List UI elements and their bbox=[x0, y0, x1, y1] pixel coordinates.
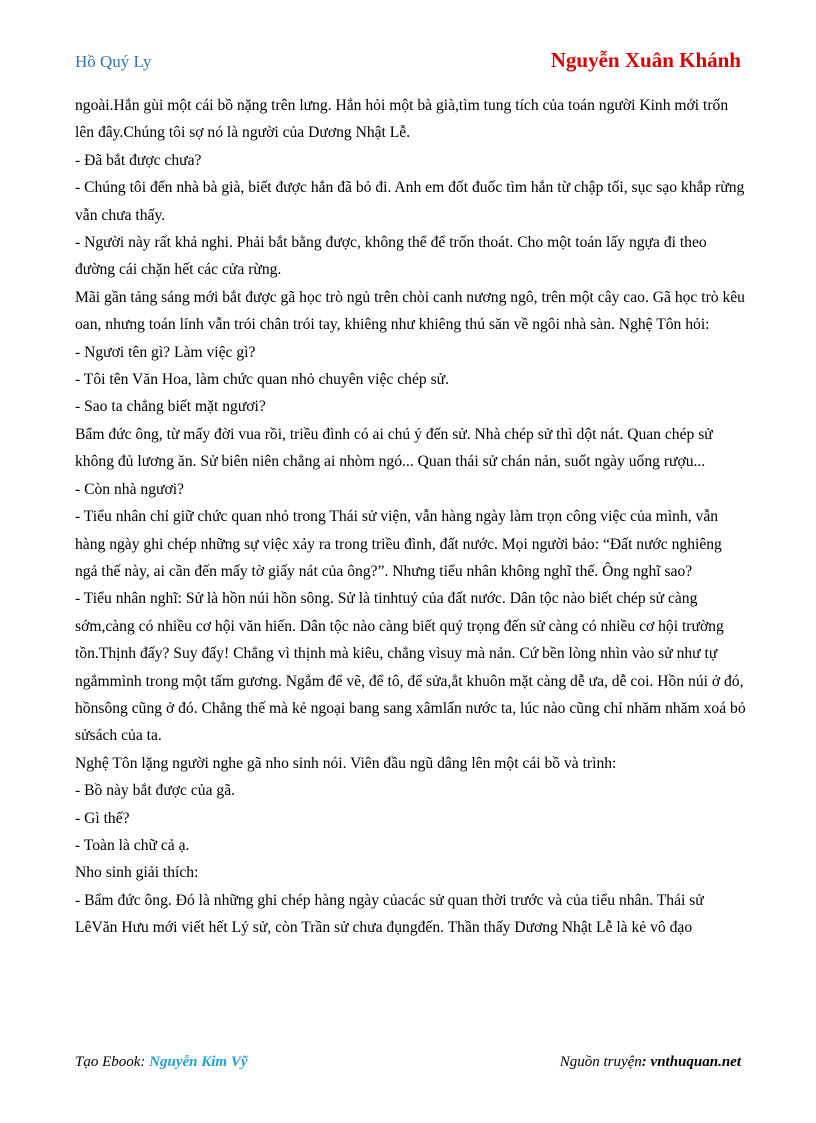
paragraph: - Bẩm đức ông. Đó là những ghi chép hàng ngày củacác sử quan thời trước và của tiểu nhân. Thái sử LêVăn Hưu mới viết hết Lý sử, còn Trần sử chưa đụngđến. Thần thấy Dương Nhật Lễ là kẻ vô đạo bbox=[75, 891, 704, 937]
paragraph: - Tiểu nhân chỉ giữ chức quan nhỏ trong Thái sử viện, vẫn hàng ngày làm trọn công việc của mình, vẫn hàng ngày ghi chép những sự việc xảy ra trong triều đình, đất nước. Mọi người bảo: “Đất nước nghiêng ngả thế này, ai cần đến mấy tờ giấy nát của ông?”. Nhưng tiểu nhân không nghĩ thế. Ông nghĩ sao? bbox=[75, 508, 722, 580]
paragraph: - Tiểu nhân nghĩ: Sử là hồn núi hồn sông. Sử là tinhtuý của đất nước. Dân tộc nào biết chép sử càng sớm,càng có nhiều cơ hội văn hiến. Dân tộc nào càng biết quý trọng đến sử càng có nhiều cơ hội trường tồn.Thịnh đấy? Suy đấy! Chẳng vì thịnh mà kiêu, chẳng vìsuy mà nản. Cứ bền lòng nhìn vào sử như tự ngắmmình trong một tấm gương. Ngắm để vẽ, để tô, để sửa,ắt khuôn mặt càng dễ ưa, dễ coi. Hồn núi ở đó, hồnsông cũng ở đó. Chẳng thế mà kẻ ngoại bang sang xâmlấn nước ta, lúc nào cũng chỉ nhăm nhăm xoá bỏ sửsách của ta. bbox=[75, 590, 746, 745]
paragraph: - Chúng tôi đến nhà bà già, biết được hắn đã bỏ đi. Anh em đốt đuốc tìm hắn từ chập tối, sục sạo khắp rừng vẫn chưa thấy. bbox=[75, 179, 745, 224]
paragraph: - Người này rất khả nghi. Phải bắt bằng được, không thể để trốn thoát. Cho một toán lấy ngựa đi theo đường cái chặn hết các cửa rừng. bbox=[75, 234, 707, 279]
paragraph: - Toàn là chữ cả ạ. bbox=[75, 836, 190, 854]
paragraph: Nho sinh giải thích: bbox=[75, 864, 199, 882]
source-separator: : bbox=[641, 1054, 651, 1070]
ebook-separator: : bbox=[140, 1054, 150, 1070]
book-title: Hồ Quý Ly bbox=[75, 52, 152, 71]
paragraph: Bẩm đức ông, từ mấy đời vua rồi, triều đình có ai chú ý đến sử. Nhà chép sử thì dột nát. Quan chép sử không đủ lương ăn. Sử biên niên chẳng ai nhòm ngó... Quan thái sử chán nản, suốt ngày uống rượu... bbox=[75, 425, 713, 471]
paragraph: Nghệ Tôn lặng người nghe gã nho sinh nói. Viên đầu ngũ dâng lên một cái bồ và trình: bbox=[75, 754, 617, 772]
paragraph: - Đã bắt được chưa? bbox=[75, 151, 202, 169]
paragraph: Mãi gần tảng sáng mới bắt được gã học trò ngủ trên chòi canh nương ngô, trên một cây cao. Gã học trò kêu oan, nhưng toán lính vẫn trói chân trói tay, khiêng như khiêng thú săn về ngôi nhà sàn. Nghệ Tôn hỏi: bbox=[75, 288, 745, 334]
source-credit bbox=[560, 1054, 741, 1071]
page-footer bbox=[75, 1054, 741, 1076]
paragraph: - Tôi tên Văn Hoa, làm chức quan nhỏ chuyên việc chép sử. bbox=[75, 371, 450, 389]
paragraph: - Bồ này bắt được của gã. bbox=[75, 782, 236, 800]
ebook-creator-name: Nguyễn Kim Vỹ bbox=[149, 1054, 248, 1070]
paragraph: - Gì thế? bbox=[75, 809, 130, 827]
author-name: Nguyễn Xuân Khánh bbox=[550, 48, 741, 72]
source-site-name: vnthuquan.net bbox=[650, 1054, 741, 1070]
page-header bbox=[75, 48, 741, 76]
paragraph: - Còn nhà ngươi? bbox=[75, 480, 184, 498]
paragraph: - Ngươi tên gì? Làm việc gì? bbox=[75, 343, 256, 361]
source-label: Nguồn truyện bbox=[559, 1054, 642, 1070]
paragraph: - Sao ta chẳng biết mặt ngươi? bbox=[75, 398, 266, 416]
page-body bbox=[75, 92, 747, 942]
ebook-label: Tạo Ebook bbox=[75, 1054, 141, 1070]
ebook-credit bbox=[75, 1054, 248, 1071]
paragraph: ngoài.Hắn gùi một cái bồ nặng trên lưng. Hắn hỏi một bà già,tìm tung tích của toán người Kinh mới trốn lên đây.Chúng tôi sợ nó là người của Dương Nhật Lễ. bbox=[75, 97, 729, 142]
